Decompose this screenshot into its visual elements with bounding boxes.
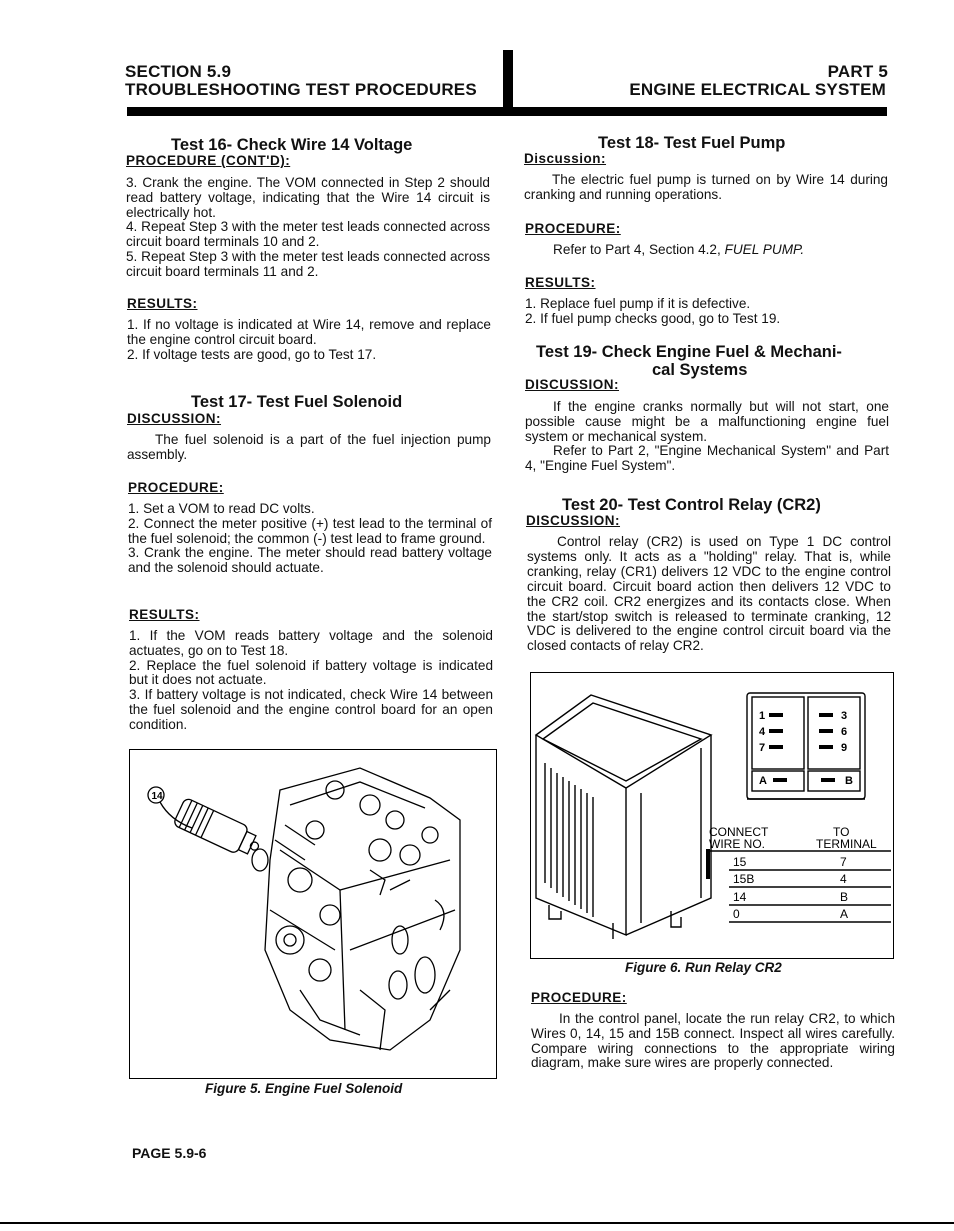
paragraph: Refer to Part 2, "Engine Mechanical System" and Part 4, "Engine Fuel System". xyxy=(525,443,889,474)
list-item: 4. Repeat Step 3 with the meter test leads connected across circuit board terminals 10 and 2. xyxy=(126,219,490,250)
table-cell-wire: 0 xyxy=(733,907,740,921)
test17-procedure xyxy=(128,502,492,576)
test16-results-heading: RESULTS: xyxy=(127,296,198,311)
list-item: 1. If no voltage is indicated at Wire 14, remove and replace the engine control circuit board. xyxy=(127,317,491,347)
test17-results-heading: RESULTS: xyxy=(129,607,200,622)
terminal-3-label: 3 xyxy=(841,710,848,722)
test18-discussion: The electric fuel pump is turned on by Wire 14 during cranking and running operations. xyxy=(524,172,888,202)
list-item: 1. Set a VOM to read DC volts. xyxy=(128,501,315,516)
test16-title: Test 16- Check Wire 14 Voltage xyxy=(171,136,413,154)
terminal-a-label: A xyxy=(759,775,767,787)
figure6-caption: Figure 6. Run Relay CR2 xyxy=(625,960,782,975)
table-header-to: TO xyxy=(833,825,850,839)
table-cell-terminal: B xyxy=(840,890,849,904)
list-item: 3. If battery voltage is not indicated, check Wire 14 between the fuel solenoid and the engine control board for an open condition. xyxy=(129,687,493,732)
part-number: PART 5 xyxy=(827,62,888,81)
figure6-run-relay xyxy=(530,672,894,959)
test18-results-heading: RESULTS: xyxy=(525,275,596,290)
figure5-callout-label: 14 xyxy=(151,791,163,802)
test16-steps xyxy=(126,176,490,280)
list-item: 2. Replace the fuel solenoid if battery voltage is indicated but it does not actuate. xyxy=(129,657,493,688)
part-title: ENGINE ELECTRICAL SYSTEM xyxy=(629,80,886,99)
test17-discussion-heading: DISCUSSION: xyxy=(127,411,222,426)
test17-procedure-heading: PROCEDURE: xyxy=(128,480,224,495)
list-item: 1. Replace fuel pump if it is defective. xyxy=(525,296,751,311)
table-cell-terminal: 4 xyxy=(840,872,847,886)
table-cell-wire: 14 xyxy=(733,890,747,904)
table-cell-terminal: A xyxy=(840,907,849,921)
terminal-1-label: 1 xyxy=(759,710,766,722)
test18-results xyxy=(525,297,889,327)
terminal-4-label: 4 xyxy=(759,726,766,738)
terminal-6-label: 6 xyxy=(841,726,848,738)
test18-procedure-heading: PROCEDURE: xyxy=(525,221,621,236)
table-header-terminal: TERMINAL xyxy=(816,837,877,851)
list-item: 2. If fuel pump checks good, go to Test 19. xyxy=(525,310,781,326)
test18-procedure-text: Refer to Part 4, Section 4.2, xyxy=(553,242,725,257)
test17-discussion: The fuel solenoid is a part of the fuel injection pump assembly. xyxy=(127,432,491,462)
test19-discussion-heading: DISCUSSION: xyxy=(525,377,620,392)
list-item: 1. If the VOM reads battery voltage and the solenoid actuates, go on to Test 18. xyxy=(129,628,493,658)
test20-title: Test 20- Test Control Relay (CR2) xyxy=(562,496,821,514)
list-item: 3. Crank the engine. The meter should read battery voltage and the solenoid should actuate. xyxy=(128,545,492,576)
table-cell-terminal: 7 xyxy=(840,855,847,869)
test16-procedure-heading: PROCEDURE (CONT'D): xyxy=(126,153,291,168)
relay-diagram xyxy=(531,673,893,958)
section-title: TROUBLESHOOTING TEST PROCEDURES xyxy=(125,80,477,99)
terminal-b-label: B xyxy=(845,775,853,787)
table-cell-wire: 15 xyxy=(733,855,747,869)
test17-results xyxy=(129,629,493,733)
table-cell-wire: 15B xyxy=(733,872,755,886)
terminal-9-label: 9 xyxy=(841,742,848,754)
figure5-caption: Figure 5. Engine Fuel Solenoid xyxy=(205,1081,403,1096)
test20-discussion: Control relay (CR2) is used on Type 1 DC control systems only. It acts as a "holding" relay. That is, while cranking, relay (CR1) delivers 12 VDC to the engine control circuit board. Circuit board action then delivers 12 VDC to the CR2 coil. CR2 energizes and its contacts close. When the start/stop switch is released to terminate cranking, 12 VDC is delivered to the engine control circuit board via the closed contacts of relay CR2. xyxy=(527,534,891,654)
test16-results xyxy=(127,318,491,362)
terminal-7-label: 7 xyxy=(759,742,766,754)
table-header-connect: CONNECT xyxy=(709,825,769,839)
list-item: 3. Crank the engine. The VOM connected in Step 2 should read battery voltage, indicating that the Wire 14 circuit is electrically hot. xyxy=(126,175,490,220)
list-item: 2. If voltage tests are good, go to Test 17. xyxy=(127,346,377,362)
test18-discussion-heading: Discussion: xyxy=(524,151,607,166)
test18-procedure-ref: FUEL PUMP. xyxy=(724,242,805,257)
list-item: 2. Connect the meter positive (+) test lead to the terminal of the fuel solenoid; the common (-) test lead to frame ground. xyxy=(128,515,492,546)
test20-procedure-heading: PROCEDURE: xyxy=(531,990,627,1005)
header-rule xyxy=(127,107,887,116)
test20-discussion-heading: DISCUSSION: xyxy=(526,513,621,528)
test17-title: Test 17- Test Fuel Solenoid xyxy=(191,393,403,411)
section-number: SECTION 5.9 xyxy=(125,62,232,81)
test20-procedure: In the control panel, locate the run relay CR2, to which Wires 0, 14, 15 and 15B connect. Inspect all wires carefully. Compare wiring connections to the appropriate wiring diagram, make sure wires are properly connected. xyxy=(531,1011,895,1071)
list-item: 5. Repeat Step 3 with the meter test leads connected across circuit board terminals 11 and 2. xyxy=(126,248,490,279)
bottom-rule xyxy=(0,1222,954,1224)
engine-illustration xyxy=(130,750,496,1078)
test19-discussion xyxy=(525,400,889,474)
test18-procedure xyxy=(553,243,889,258)
table-header-wire-no: WIRE NO. xyxy=(709,837,765,851)
page-number: PAGE 5.9-6 xyxy=(132,1145,207,1161)
test19-title-line1: Test 19- Check Engine Fuel & Mechani- xyxy=(536,343,842,361)
figure5-engine-fuel-solenoid xyxy=(129,749,497,1079)
test18-title: Test 18- Test Fuel Pump xyxy=(598,134,786,152)
paragraph: If the engine cranks normally but will not start, one possible cause might be a malfunctioning engine fuel system or mechanical system. xyxy=(525,399,889,444)
test19-title-line2: cal Systems xyxy=(652,361,748,379)
